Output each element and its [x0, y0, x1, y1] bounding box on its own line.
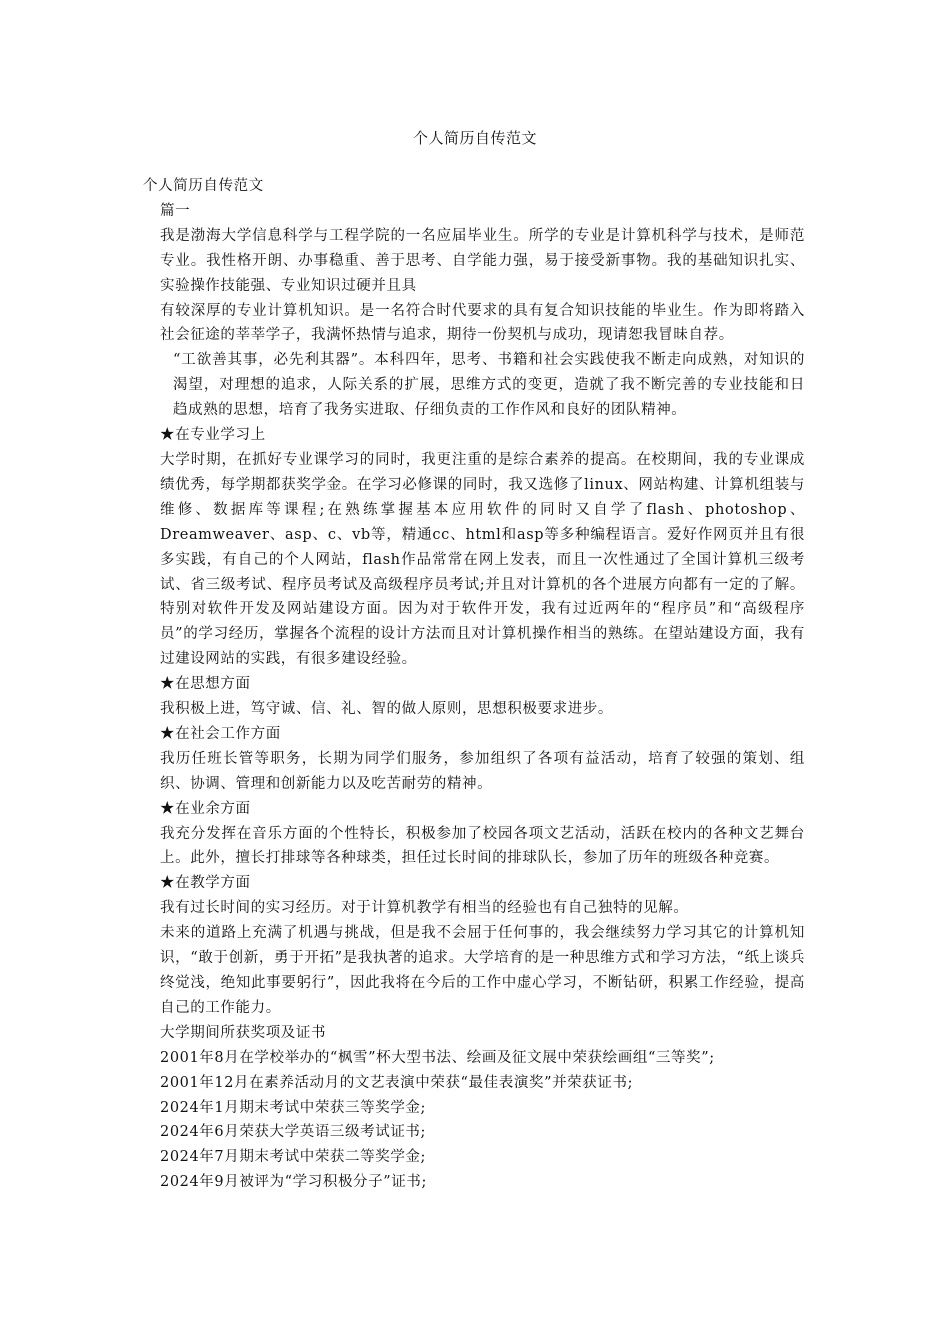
- paragraph: “工欲善其事，必先利其器”。本科四年，思考、书籍和社会实践使我不断走向成熟，对知识的渴望，对理想的追求，人际关系的扩展，思维方式的变更，造就了我不断完善的专业技能和日趋成熟的思想，培育了我务实进取、仔细负责的工作作风和良好的团队精神。: [173, 352, 805, 419]
- paragraph: 篇一: [160, 202, 191, 219]
- paragraph: 我是渤海大学信息科学与工程学院的一名应届毕业生。所学的专业是计算机科学与技术，是师范专业。我性格开朗、办事稳重、善于思考、自学能力强，易于接受新事物。我的基础知识扎实、实验操作技能强、专业知识过硬并且具: [160, 227, 805, 294]
- paragraph: 我积极上进，笃守诚、信、礼、智的做人原则，思想积极要求进步。: [160, 701, 613, 718]
- paragraph: 大学期间所获奖项及证书: [160, 1024, 327, 1041]
- paragraph: 我历任班长管等职务，长期为同学们服务，参加组织了各项有益活动，培育了较强的策划、组织、协调、管理和创新能力以及吃苦耐劳的精神。: [160, 750, 805, 792]
- document-body: [143, 174, 805, 1195]
- paragraph: 我充分发挥在音乐方面的个性特长，积极参加了校园各项文艺活动，活跃在校内的各种文艺舞台上。此外，擅长打排球等各种球类，担任过长时间的排球队长，参加了历年的班级各种竞赛。: [160, 825, 805, 867]
- section-heading: ★在社会工作方面: [160, 725, 281, 742]
- section-heading: ★在专业学习上: [160, 427, 266, 444]
- paragraph: 有较深厚的专业计算机知识。是一名符合时代要求的具有复合知识技能的毕业生。作为即将踏入社会征途的莘莘学子，我满怀热情与追求，期待一份契机与成功，现请恕我冒昧自荐。: [160, 302, 805, 344]
- paragraph: 2001年8月在学校举办的“枫雪”杯大型书法、绘画及征文展中荣获绘画组“三等奖”;: [160, 1049, 715, 1066]
- section-heading: ★在思想方面: [160, 676, 251, 693]
- paragraph: 2024年7月期末考试中荣获二等奖学金;: [160, 1149, 427, 1166]
- section-heading: ★在业余方面: [160, 800, 251, 817]
- paragraph: 我有过长时间的实习经历。对于计算机教学有相当的经验也有自己独特的见解。: [160, 900, 689, 917]
- section-heading: ★在教学方面: [160, 875, 251, 892]
- paragraph: 个人简历自传范文: [143, 178, 264, 194]
- document-title: 个人简历自传范文: [412, 129, 537, 147]
- paragraph: 2024年1月期末考试中荣获三等奖学金;: [160, 1099, 427, 1116]
- paragraph: 2001年12月在素养活动月的文艺表演中荣获“最佳表演奖”并荣获证书;: [160, 1074, 634, 1091]
- paragraph: 大学时期，在抓好专业课学习的同时，我更注重的是综合素养的提高。在校期间，我的专业课成绩优秀，每学期都获奖学金。在学习必修课的同时，我又选修了linux、网站构建、计算机组装与维修、数据库等课程;在熟练掌握基本应用软件的同时又自学了flash、photoshop、Dreamweaver、asp、c、vb等，精通cc、html和asp等多种编程语言。爱好作网页并且有很多实践，有自己的个人网站，flash作品常常在网上发表，而且一次性通过了全国计算机三级考试、省三级考试、程序员考试及高级程序员考试;并且对计算机的各个进展方向都有一定的了解。特别对软件开发及网站建设方面。因为对于软件开发，我有过近两年的“程序员”和“高级程序员”的学习经历，掌握各个流程的设计方法而且对计算机操作相当的熟练。在望站建设方面，我有过建设网站的实践，有很多建设经验。: [160, 451, 805, 668]
- paragraph: 2024年9月被评为“学习积极分子”证书;: [160, 1174, 427, 1191]
- paragraph: 2024年6月荣获大学英语三级考试证书;: [160, 1124, 427, 1141]
- paragraph: 未来的道路上充满了机遇与挑战，但是我不会屈于任何事的，我会继续努力学习其它的计算机知识，“敢于创新，勇于开拓”是我执著的追求。大学培育的是一种思维方式和学习方法，“纸上谈兵终觉浅，绝知此事要躬行”，因此我将在今后的工作中虚心学习，不断钻研，积累工作经验，提高自己的工作能力。: [160, 925, 805, 1016]
